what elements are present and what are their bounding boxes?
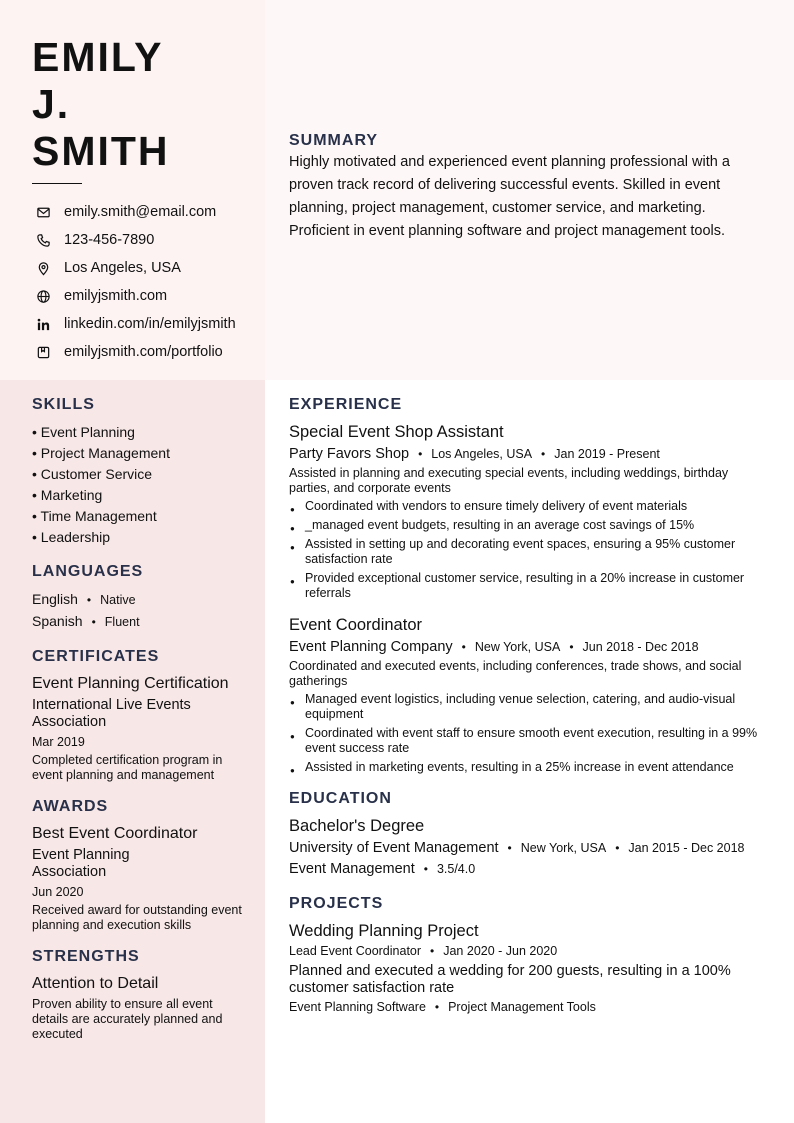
skill-item: • Customer Service [32, 466, 153, 482]
job-dates: Jan 2019 - Present [554, 447, 660, 461]
contact-linkedin[interactable] [32, 310, 262, 338]
skills-section [32, 396, 250, 548]
separator-dot: • [541, 447, 546, 461]
skill-item: • Event Planning [32, 424, 135, 440]
location-pin-icon [36, 261, 51, 276]
portfolio-icon [36, 345, 51, 360]
language-item [32, 611, 250, 633]
strengths-heading: STRENGTHS [32, 948, 140, 965]
job-description: Coordinated and executed events, including conferences, trade shows, and social gatherings [289, 659, 742, 688]
language-name: Spanish [32, 613, 83, 629]
project-tool: Project Management Tools [448, 1000, 596, 1014]
contact-linkedin-text: linkedin.com/in/emilyjsmith [64, 316, 236, 332]
education-degree: Bachelor's Degree [289, 817, 425, 835]
job-entry [289, 615, 769, 775]
contact-email[interactable] [32, 198, 262, 226]
job-bullet: ● _managed event budgets, resulting in an average cost savings of 15% [289, 518, 769, 533]
education-meta [289, 838, 769, 859]
experience-heading: EXPERIENCE [289, 396, 403, 413]
skill-item: • Marketing [32, 487, 103, 503]
project-role: Lead Event Coordinator [289, 944, 422, 958]
linkedin-icon [36, 317, 51, 332]
name-divider [32, 183, 82, 184]
job-bullet: ● Coordinated with event staff to ensure smooth event execution, resulting in a 99% event success rate [289, 726, 769, 756]
job-bullet: ● Assisted in marketing events, resulting in a 25% increase in event attendance [289, 760, 769, 775]
separator-dot: • [461, 640, 466, 654]
job-description: Assisted in planning and executing special events, including weddings, birthday parties, and corporate events [289, 466, 729, 495]
phone-icon [36, 233, 51, 248]
education-dates: Jan 2015 - Dec 2018 [628, 841, 745, 855]
education-gpa: 3.5/4.0 [436, 862, 476, 876]
separator-dot: • [91, 615, 96, 629]
contact-portfolio-text: emilyjsmith.com/portfolio [64, 344, 223, 360]
separator-dot: • [423, 862, 428, 876]
separator-dot: • [430, 944, 435, 958]
contact-list [32, 198, 262, 366]
languages-heading: LANGUAGES [32, 563, 144, 580]
skill-item: • Time Management [32, 508, 157, 524]
language-name: English [32, 591, 78, 607]
summary-text: Highly motivated and experienced event planning professional with a proven track record of delivering successful events. Skilled in event planning, project management, customer service, and marketing. Proficient in event planning software and project management tools. [289, 154, 730, 239]
projects-heading: PROJECTS [289, 895, 384, 912]
job-company: Party Favors Shop [289, 446, 410, 462]
job-location: New York, USA [474, 640, 561, 654]
job-company: Event Planning Company [289, 639, 453, 655]
job-bullet: ● Provided exceptional customer service, resulting in a 20% increase in customer referrals [289, 571, 769, 601]
languages-section [32, 563, 250, 633]
envelope-icon [36, 205, 51, 220]
certificates-heading: CERTIFICATES [32, 648, 160, 665]
job-bullets [289, 499, 769, 601]
separator-dot: • [615, 841, 620, 855]
job-meta [289, 638, 769, 657]
separator-dot: • [507, 841, 512, 855]
language-level: Native [100, 593, 136, 607]
project-tool: Event Planning Software [289, 1000, 426, 1014]
job-bullet: ● Managed event logistics, including venue selection, catering, and audio-visual equipment [289, 692, 769, 722]
award-desc: Received award for outstanding event planning and execution skills [32, 903, 242, 932]
project-title: Wedding Planning Project [289, 922, 479, 940]
contact-location-text: Los Angeles, USA [64, 260, 181, 276]
job-dates: Jun 2018 - Dec 2018 [582, 640, 699, 654]
name-line-last: SMITH [32, 128, 170, 174]
certificate-title: Event Planning Certification [32, 675, 229, 692]
job-title: Special Event Shop Assistant [289, 423, 504, 441]
contact-phone-text: 123-456-7890 [64, 232, 155, 248]
job-title: Event Coordinator [289, 616, 422, 634]
contact-portfolio[interactable] [32, 338, 262, 366]
contact-email-text: emily.smith@email.com [64, 204, 217, 220]
name-line-middle: J. [32, 81, 71, 127]
main-column [289, 396, 769, 1030]
job-location: Los Angeles, USA [431, 447, 533, 461]
award-date: Jun 2020 [32, 885, 84, 899]
job-bullet: ● Assisted in setting up and decorating event spaces, ensuring a 95% customer satisfaction rate [289, 537, 769, 567]
summary-heading: SUMMARY [289, 132, 379, 149]
job-bullet: ● Coordinated with vendors to ensure timely delivery of event materials [289, 499, 769, 514]
contact-location [32, 254, 262, 282]
certificate-date: Mar 2019 [32, 735, 85, 749]
separator-dot: • [434, 1000, 440, 1014]
job-bullets [289, 692, 769, 775]
education-school: University of Event Management [289, 840, 499, 856]
awards-section [32, 798, 250, 933]
job-meta [289, 445, 769, 464]
education-section [289, 790, 769, 880]
project-tools [289, 999, 769, 1015]
project-description: Planned and executed a wedding for 200 guests, resulting in a 100% customer satisfaction rate [289, 963, 731, 996]
separator-dot: • [86, 593, 92, 607]
skill-item: • Leadership [32, 529, 111, 545]
skills-heading: SKILLS [32, 396, 95, 413]
projects-section [289, 895, 769, 1015]
candidate-name [32, 34, 170, 175]
contact-phone[interactable] [32, 226, 262, 254]
contact-website-text: emilyjsmith.com [64, 288, 168, 304]
education-location: New York, USA [520, 841, 607, 855]
experience-section [289, 396, 769, 775]
education-field: Event Management [289, 861, 415, 877]
name-line-first: EMILY [32, 34, 164, 80]
education-heading: EDUCATION [289, 790, 392, 807]
contact-website[interactable] [32, 282, 262, 310]
project-dates: Jan 2020 - Jun 2020 [443, 944, 558, 958]
certificates-section [32, 648, 250, 783]
language-item [32, 589, 250, 611]
awards-heading: AWARDS [32, 798, 109, 815]
job-entry [289, 422, 769, 601]
summary-section [289, 132, 764, 243]
globe-icon [36, 289, 51, 304]
separator-dot: • [569, 640, 574, 654]
language-level: Fluent [104, 615, 140, 629]
skill-item: • Project Management [32, 445, 170, 461]
education-field-row [289, 859, 769, 880]
strength-desc: Proven ability to ensure all event details are accurately planned and executed [32, 997, 223, 1041]
strengths-section [32, 948, 250, 1042]
certificate-org: International Live Events Association [32, 697, 191, 730]
award-title: Best Event Coordinator [32, 825, 198, 842]
separator-dot: • [418, 447, 423, 461]
project-meta [289, 943, 769, 959]
award-org: Event Planning Association [32, 847, 130, 880]
sidebar [32, 396, 250, 1057]
certificate-desc: Completed certification program in event planning and management [32, 753, 223, 782]
strength-title: Attention to Detail [32, 975, 159, 992]
